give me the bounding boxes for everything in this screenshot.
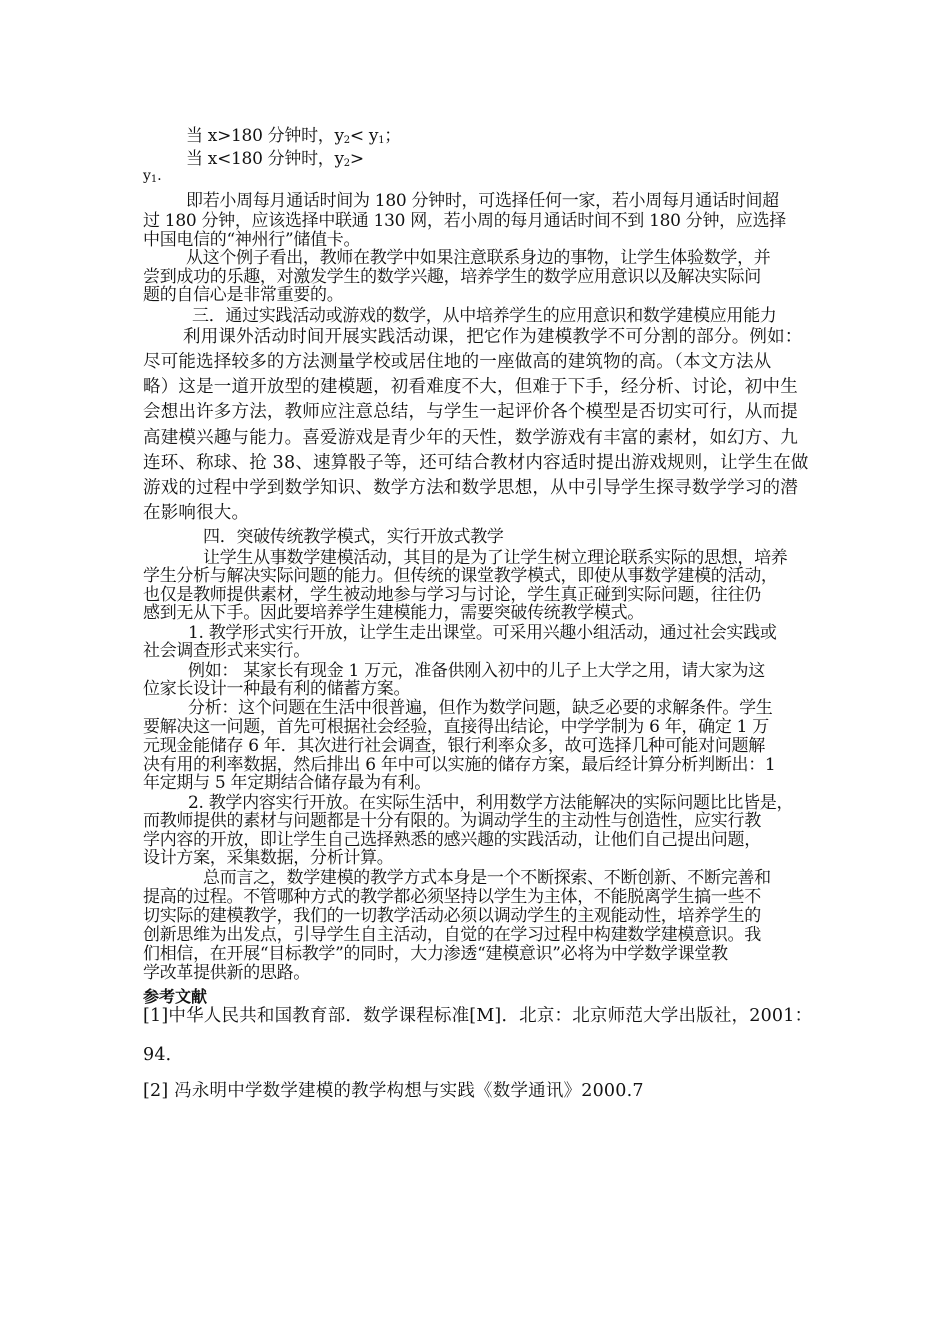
body-line: 学生分析与解决实际问题的能力。但传统的课堂教学模式，即使从事数学建模的活动， (143, 566, 778, 586)
body-line: 例如： 某家长有现金 1 万元，准备供刚入初中的儿子上大学之用，请大家为这 (188, 661, 765, 681)
body-line: 略）这是一道开放型的建模题，初看难度不大，但难于下手，经分析、讨论，初中生 (143, 377, 798, 397)
body-line: 让学生从事数学建模活动，其目的是为了让学生树立理论联系实际的思想，培养 (203, 548, 788, 568)
body-line: 也仅是教师提供素材，学生被动地参与学习与讨论，学生真正碰到实际问题，往往仍 (143, 585, 761, 605)
body-line: 创新思维为出发点，引导学生自主活动，自觉的在学习过程中构建数学建模意识。我 (143, 925, 761, 945)
references-heading: 参考文献 (143, 987, 208, 1006)
body-line: 即若小周每月通话时间为 180 分钟时，可选择任何一家，若小周每月通话时间超 (186, 191, 779, 211)
body-line: 决有用的利率数据，然后排出 6 年中可以实施的储存方案，最后经计算分析判断出：1 (143, 755, 776, 775)
body-line: 尝到成功的乐趣，对激发学生的数学兴趣，培养学生的数学应用意识以及解决实际问 (143, 267, 761, 287)
body-line: 位家长设计一种最有利的储蓄方案。 (143, 679, 411, 699)
body-line: 游戏的过程中学到数学知识、数学方法和数学思想，从中引导学生探寻数学学习的潜 (143, 478, 798, 498)
body-line: 高建模兴趣与能力。喜爱游戏是青少年的天性，数学游戏有丰富的素材，如幻方、九 (143, 428, 798, 448)
body-line: 利用课外活动时间开展实践活动课，把它作为建模教学不可分割的部分。例如： (183, 327, 803, 347)
math-line-1: 当 x>180 分钟时，$y_2< y_1$； (186, 126, 401, 146)
body-line: 过 180 分钟，应该选择中联通 130 网，若小周的每月通话时间不到 180 分钟，应选择 (143, 211, 786, 231)
body-line: 2. 教学内容实行开放。在实际生活中，利用数学方法能解决的实际问题比比皆是， (188, 793, 794, 813)
body-line: 提高的过程。不管哪种方式的教学都必须坚持以学生为主体，不能脱离学生搞一些不 (143, 887, 761, 907)
body-line: 总而言之，数学建模的教学方式本身是一个不断探索、不断创新、不断完善和 (203, 868, 771, 888)
math-line-2: 当 x<180 分钟时，$y_2>$ (186, 149, 364, 169)
body-line: 三．通过实践活动或游戏的数学，从中培养学生的应用意识和数学建模应用能力 (192, 306, 777, 326)
body-line: 要解决这一问题，首先可根据社会经验，直接得出结论，中学学制为 6 年，确定 1 万 (143, 717, 769, 737)
body-line: 尽可能选择较多的方法测量学校或居住地的一座做高的建筑物的高。（本文方法从 (143, 352, 772, 372)
body-line: 而教师提供的素材与问题都是十分有限的。为调动学生的主动性与创造性，应实行教 (143, 811, 761, 831)
body-line: 题的自信心是非常重要的。 (143, 285, 344, 305)
body-line: 年定期与 5 年定期结合储存最为有利。 (143, 773, 431, 793)
body-line: 社会调查形式来实行。 (143, 641, 310, 661)
body-line: 们相信，在开展“目标教学”的同时，大力渗透“建模意识”必将为中学数学课堂教 (143, 944, 728, 964)
body-line: 会想出许多方法，教师应注意总结，与学生一起评价各个模型是否切实可行，从而提 (143, 402, 798, 422)
reference-2: [2] 冯永明中学数学建模的教学构想与实践《数学通讯》2000.7 (143, 1081, 644, 1101)
body-line: 设计方案，采集数据，分析计算。 (143, 848, 394, 868)
reference-1: [1]中华人民共和国教育部．数学课程标准[M]．北京：北京师范大学出版社，2001： (143, 1006, 813, 1026)
body-line: 连环、称球、抢 38、速算骰子等，还可结合教材内容适时提出游戏规则，让学生在做 (143, 453, 809, 473)
body-line: 在影响很大。 (143, 503, 250, 523)
body-line: 切实际的建模教学，我们的一切教学活动必须以调动学生的主观能动性，培养学生的 (143, 906, 761, 926)
body-line: 1. 教学形式实行开放，让学生走出课堂。可采用兴趣小组活动，通过社会实践或 (188, 623, 777, 643)
body-line: 从这个例子看出，教师在教学中如果注意联系身边的事物，让学生体验数学，并 (186, 248, 771, 268)
body-line: 分析：这个问题在生活中很普遍，但作为数学问题，缺乏必要的求解条件。学生 (188, 698, 773, 718)
body-line: 中国电信的“神州行”储值卡。 (143, 230, 361, 250)
body-line: 四．突破传统教学模式，实行开放式教学 (203, 527, 504, 547)
body-line: 元现金能储存 6 年．其次进行社会调查，银行利率众多，故可选择几种可能对问题解 (143, 736, 765, 756)
math-line-3: $y_1$． (143, 168, 172, 185)
body-line: 学内容的开放，即让学生自己选择熟悉的感兴趣的实践活动，让他们自己提出问题， (143, 830, 761, 850)
body-line: 感到无从下手。因此要培养学生建模能力，需要突破传统教学模式。 (143, 603, 644, 623)
body-line: 学改革提供新的思路。 (143, 963, 310, 983)
reference-1-cont: 94． (143, 1045, 184, 1065)
